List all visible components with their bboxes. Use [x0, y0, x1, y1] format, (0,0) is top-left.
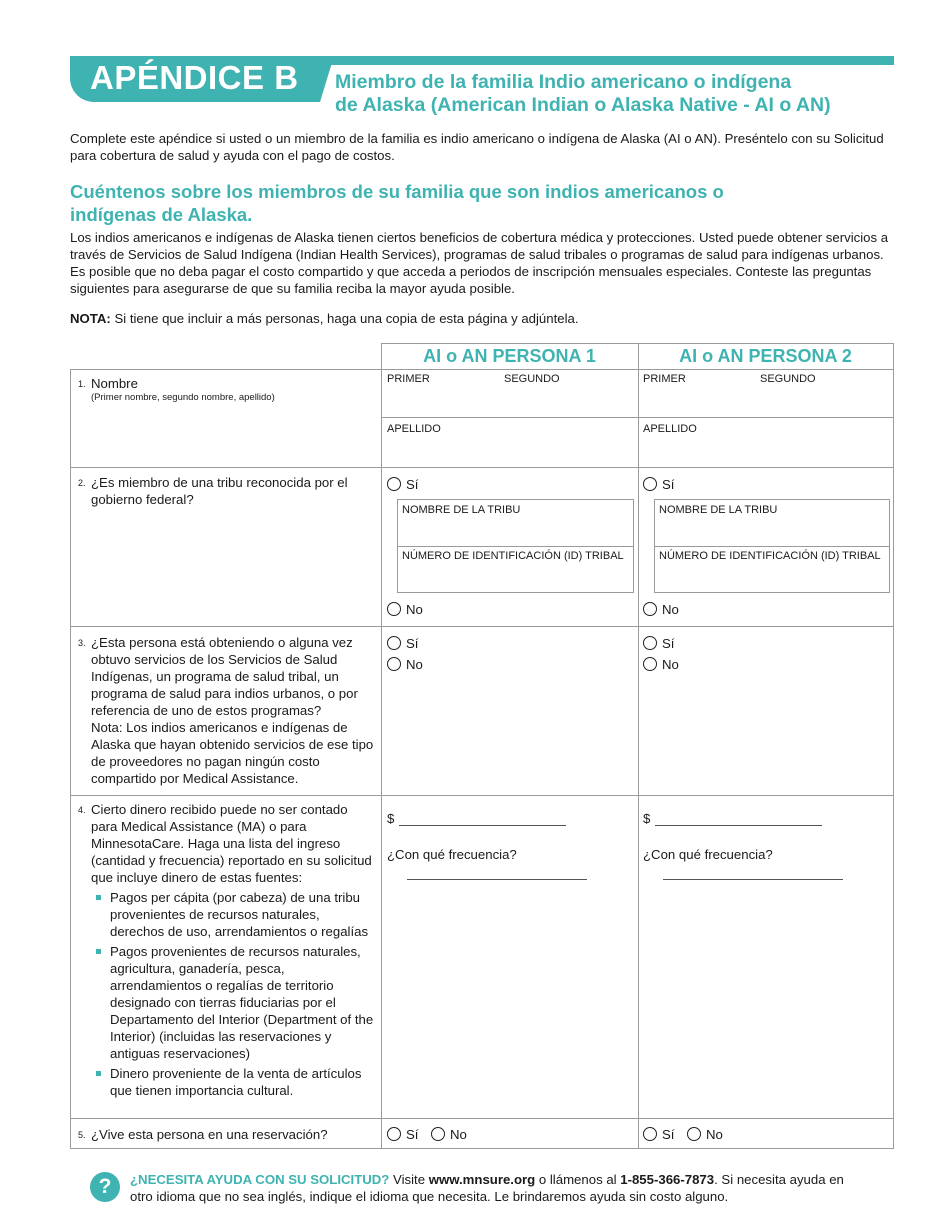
table-rule [70, 1148, 894, 1149]
column-header-person-2: AI o AN PERSONA 2 [679, 346, 852, 366]
q4-number: 4. [78, 805, 86, 815]
q1-text: Nombre (Primer nombre, segundo nombre, apellido) [91, 375, 371, 404]
p2-q5-no-label: No [706, 1127, 723, 1142]
p1-amount-field[interactable] [399, 825, 566, 826]
q4-bullet: Pagos per cápita (por cabeza) de una tribu provenientes de recursos naturales, derechos de uso, arrendamientos o regalías [91, 889, 376, 940]
p1-q3-yes-radio[interactable] [387, 636, 401, 650]
p2-q3-no-label: No [662, 657, 679, 672]
p1-tribe-name-label: NOMBRE DE LA TRIBU [402, 504, 521, 516]
q4-bullet: Dinero proveniente de la venta de artículos que tienen importancia cultural. [91, 1065, 376, 1099]
q3-number: 3. [78, 638, 86, 648]
help-footer: ¿NECESITA AYUDA CON SU SOLICITUD? Visite www.mnsure.org o llámenos al 1-855-366-7873. Si necesita ayuda en otro idioma que no sea inglés, indique el idioma que necesita. Le brindaremos ayuda sin costo alguno. [130, 1172, 844, 1204]
p2-q2-yes-label: Sí [662, 477, 675, 492]
table-rule [70, 795, 894, 796]
table-rule [70, 626, 894, 627]
help-heading: ¿NECESITA AYUDA CON SU SOLICITUD? [130, 1172, 390, 1187]
table-rule [638, 343, 639, 1149]
p1-frequency-label: ¿Con qué frecuencia? [387, 847, 517, 862]
p1-q2-yes-radio[interactable] [387, 477, 401, 491]
table-rule [70, 369, 894, 370]
q3-note: Nota: Los indios americanos e indígenas de Alaska que hayan obtenido servicios de ese tipo de proveedores no pagan ningún costo compartido por Medical Assistance. [91, 720, 374, 786]
p2-frequency-label: ¿Con qué frecuencia? [643, 847, 773, 862]
section-heading: Cuéntenos sobre los miembros de su familia que son indios americanos o indígenas de Alaska. [70, 181, 724, 225]
q5-number: 5. [78, 1130, 86, 1140]
p2-q3-yes-radio[interactable] [643, 636, 657, 650]
help-website: www.mnsure.org [428, 1172, 536, 1187]
q2-text: ¿Es miembro de una tribu reconocida por el gobierno federal? [91, 475, 348, 507]
p2-q3-no-radio[interactable] [643, 657, 657, 671]
column-header-person-1: AI o AN PERSONA 1 [423, 346, 596, 366]
p2-q3-yes-label: Sí [662, 636, 675, 651]
table-rule [70, 467, 894, 468]
q4-bullet: Pagos provenientes de recursos naturales, agricultura, ganadería, pesca, arrendamientos o regalías de territorio designado con tierras fiduciarias por el Departamento del Interior (Department of the Interior) (incluidas las reservaciones y antiguas reservaciones) [91, 943, 376, 1062]
p1-first-name-label: PRIMER [387, 373, 430, 385]
p2-first-name-label: PRIMER [643, 373, 686, 385]
p1-q5-no-label: No [450, 1127, 467, 1142]
q4-text: Cierto dinero recibido puede no ser contado para Medical Assistance (MA) o para MinnesotaCare. Haga una lista del ingreso (cantidad y frecuencia) reportado en su solicitud que incluye dinero de estas fuentes: Pagos per cápita (por cabeza) de una tribu provenientes de recursos naturales, derechos de uso, arrendamientos o regalías Pagos provenientes de recursos naturales, agricultura, ganadería, pesca, arrendamientos o regalías de territorio designado con tierras fiduciarias por el Departamento del Interior (Department of the Interior) (incluidas las reservaciones y antiguas reservaciones) Dinero proveniente de la venta de artículos que tienen importancia cultural. [91, 801, 376, 1099]
q3-text: ¿Esta persona está obteniendo o alguna vez obtuvo servicios de los Servicios de Salud Indígenas, un programa de salud tribal, un programa de salud para indios urbanos, o por referencia de uno de estos programas? Nota: Los indios americanos e indígenas de Alaska que hayan obtenido servicios de ese tipo de proveedores no pagan ningún costo compartido por Medical Assistance. [91, 634, 376, 787]
p1-q3-no-radio[interactable] [387, 657, 401, 671]
p1-q3-no-label: No [406, 657, 423, 672]
p2-q2-no-radio[interactable] [643, 602, 657, 616]
q5-text: ¿Vive esta persona en una reservación? [91, 1127, 328, 1142]
p2-q5-yes-radio[interactable] [643, 1127, 657, 1141]
p1-q2-no-label: No [406, 602, 423, 617]
p1-q2-yes-label: Sí [406, 477, 419, 492]
p1-q5-yes-radio[interactable] [387, 1127, 401, 1141]
p1-tribe-id-label: NÚMERO DE IDENTIFICACIÓN (ID) TRIBAL [402, 550, 624, 562]
intro-paragraph: Complete este apéndice si usted o un miembro de la familia es indio americano o indígena de Alaska (AI o AN). Preséntelo con su Solicitud para cobertura de salud y ayuda con el pago de costos. [70, 131, 884, 163]
appendix-title: APÉNDICE B [90, 59, 299, 96]
q4-bullet-list [91, 889, 376, 1099]
p2-q2-no-label: No [662, 602, 679, 617]
p2-amount-dollar-sign: $ [643, 811, 651, 826]
p2-q2-yes-radio[interactable] [643, 477, 657, 491]
p2-q5-yes-label: Sí [662, 1127, 675, 1142]
q1-number: 1. [78, 379, 86, 389]
table-rule [70, 369, 71, 1149]
p2-tribe-id-label: NÚMERO DE IDENTIFICACIÓN (ID) TRIBAL [659, 550, 881, 562]
p1-q3-yes-label: Sí [406, 636, 419, 651]
nota-line: NOTA: Si tiene que incluir a más personas, haga una copia de esta página y adjúntela. [70, 311, 579, 326]
p2-amount-field[interactable] [655, 825, 822, 826]
q2-number: 2. [78, 478, 86, 488]
p2-last-name-label: APELLIDO [643, 423, 697, 435]
p1-last-name-label: APELLIDO [387, 423, 441, 435]
p2-tribe-name-label: NOMBRE DE LA TRIBU [659, 504, 778, 516]
q1-hint: (Primer nombre, segundo nombre, apellido) [91, 392, 275, 403]
page-subtitle: Miembro de la familia Indio americano o indígena de Alaska (American Indian o Alaska Native - AI o AN) [335, 71, 831, 116]
p1-amount-dollar-sign: $ [387, 811, 395, 826]
p1-middle-name-label: SEGUNDO [504, 373, 560, 385]
p2-middle-name-label: SEGUNDO [760, 373, 816, 385]
appendix-tab-notch [320, 56, 334, 102]
table-rule [70, 1118, 894, 1119]
p2-q5-no-radio[interactable] [687, 1127, 701, 1141]
help-question-icon: ? [90, 1172, 120, 1202]
help-phone: 1-855-366-7873 [620, 1172, 715, 1187]
section-body: Los indios americanos e indígenas de Alaska tienen ciertos beneficios de cobertura médica y protecciones. Usted puede obtener servicios a través de Servicios de Salud Indígena (Indian Health Services), programas de salud tribales o programas de salud para indígenas urbanos. Es posible que no deba pagar el costo compartido y que acceda a periodos de inscripción mensuales especiales. Conteste las preguntas siguientes para asegurarse de que su familia reciba la mayor ayuda posible. [70, 230, 889, 296]
p1-q5-yes-label: Sí [406, 1127, 419, 1142]
p1-q5-no-radio[interactable] [431, 1127, 445, 1141]
table-rule [381, 343, 382, 1149]
p2-frequency-field[interactable] [663, 879, 843, 880]
p1-frequency-field[interactable] [407, 879, 587, 880]
p1-q2-no-radio[interactable] [387, 602, 401, 616]
table-rule [893, 343, 894, 1149]
